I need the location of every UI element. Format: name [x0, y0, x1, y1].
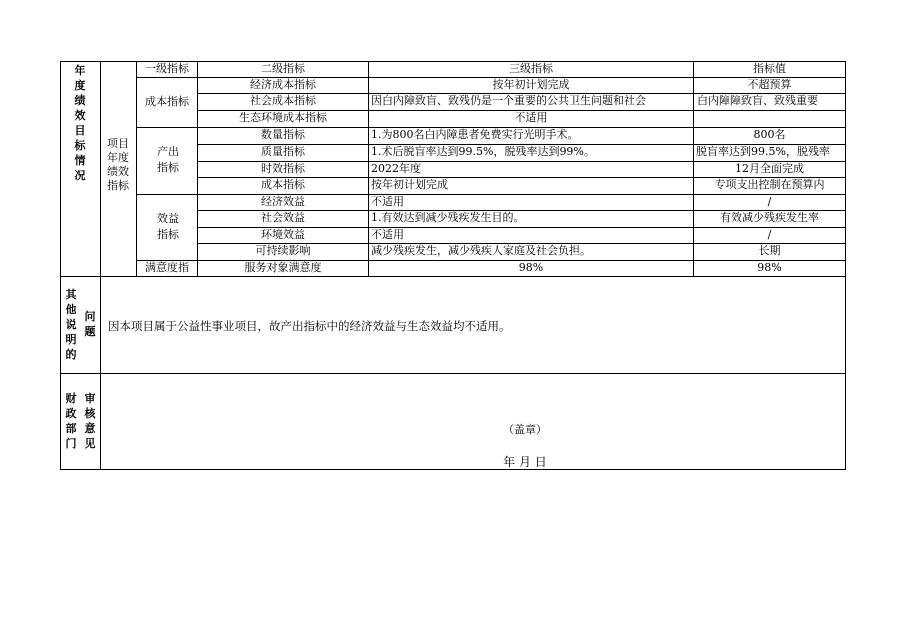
row-value: 专项支出控制在预算内	[714, 178, 825, 191]
row-value: 白内障障致盲、致残重要	[697, 94, 818, 107]
table-bottom-border	[60, 469, 846, 470]
group-cost: 成本指标	[145, 95, 189, 108]
row-level3: 不适用	[371, 228, 404, 241]
row-level2: 经济成本指标	[250, 78, 316, 91]
header-level2: 二级指标	[261, 62, 305, 75]
section-label-other-notes: 其他说明的	[65, 288, 77, 361]
header-level3: 三级指标	[509, 62, 553, 75]
group-output: 产出指标	[157, 145, 179, 174]
stamp-placeholder: （盖章）	[503, 423, 547, 436]
table-right-border	[845, 61, 846, 470]
row-level3: 按年初计划完成	[492, 78, 570, 91]
row-level2: 数量指标	[261, 128, 305, 141]
section-sublabel-review-opinion: 审核意见	[84, 392, 96, 450]
row-value: 脱盲率达到99.5%，脱残率	[696, 145, 830, 158]
row-value: /	[767, 228, 772, 241]
row-level2: 质量指标	[261, 145, 305, 158]
row-level2: 生态环境成本指标	[239, 111, 327, 124]
row-value: /	[767, 195, 772, 208]
section-sublabel-issues: 问题	[84, 310, 96, 338]
row-value: 12月全面完成	[735, 162, 804, 175]
other-notes-content: 因本项目属于公益性事业项目，故产出指标中的经济效益与生态效益均不适用。	[108, 319, 511, 333]
section-divider-2	[60, 373, 846, 374]
row-level3: 因白内障致盲、致残仍是一个重要的公共卫生问题和社会	[371, 94, 646, 107]
row-level2: 社会效益	[261, 211, 305, 224]
section-label-finance-dept: 财政部门	[65, 392, 77, 450]
row-level3: 98%	[518, 261, 544, 274]
date-placeholder: 年 月 日	[503, 455, 547, 469]
row-level3: 不适用	[371, 195, 404, 208]
group-benefit: 效益指标	[157, 212, 179, 241]
row-level2: 社会成本指标	[250, 94, 316, 107]
header-level1: 一级指标	[145, 62, 189, 75]
row-level2: 时效指标	[261, 162, 305, 175]
row-level3: 1.术后脱盲率达到99.5%，脱残率达到99%。	[371, 145, 595, 158]
row-value: 98%	[757, 261, 782, 274]
section-label-annual-targets: 年度绩效目标情况	[74, 64, 86, 182]
row-level2: 经济效益	[261, 195, 305, 208]
row-level2: 服务对象满意度	[244, 261, 322, 274]
header-value: 指标值	[753, 62, 786, 75]
table-left-border	[60, 61, 61, 470]
group-satisfaction: 满意度指	[145, 261, 189, 274]
row-level3: 1.有效达到减少残疾发生目的。	[371, 211, 525, 224]
section-divider-1	[60, 276, 846, 277]
row-level3: 减少残疾发生，减少残疾人家庭及社会负担。	[371, 244, 591, 257]
row-level3: 不适用	[514, 111, 548, 124]
inner-label-project-indicators: 项目年度绩效指标	[107, 137, 129, 192]
row-level2: 成本指标	[261, 178, 305, 191]
row-value: 长期	[758, 244, 781, 257]
row-level3: 2022年度	[371, 162, 421, 175]
row-level2: 可持续影响	[255, 244, 311, 257]
row-value: 800名	[753, 128, 786, 141]
row-value: 不超预算	[747, 78, 792, 91]
row-level3: 按年初计划完成	[371, 178, 448, 191]
left-column-border	[100, 61, 101, 470]
row-level2: 环境效益	[261, 228, 305, 241]
row-value: 有效减少残疾发生率	[720, 211, 819, 224]
row-level3: 1.为800名白内障患者免费实行光明手术。	[371, 128, 579, 141]
